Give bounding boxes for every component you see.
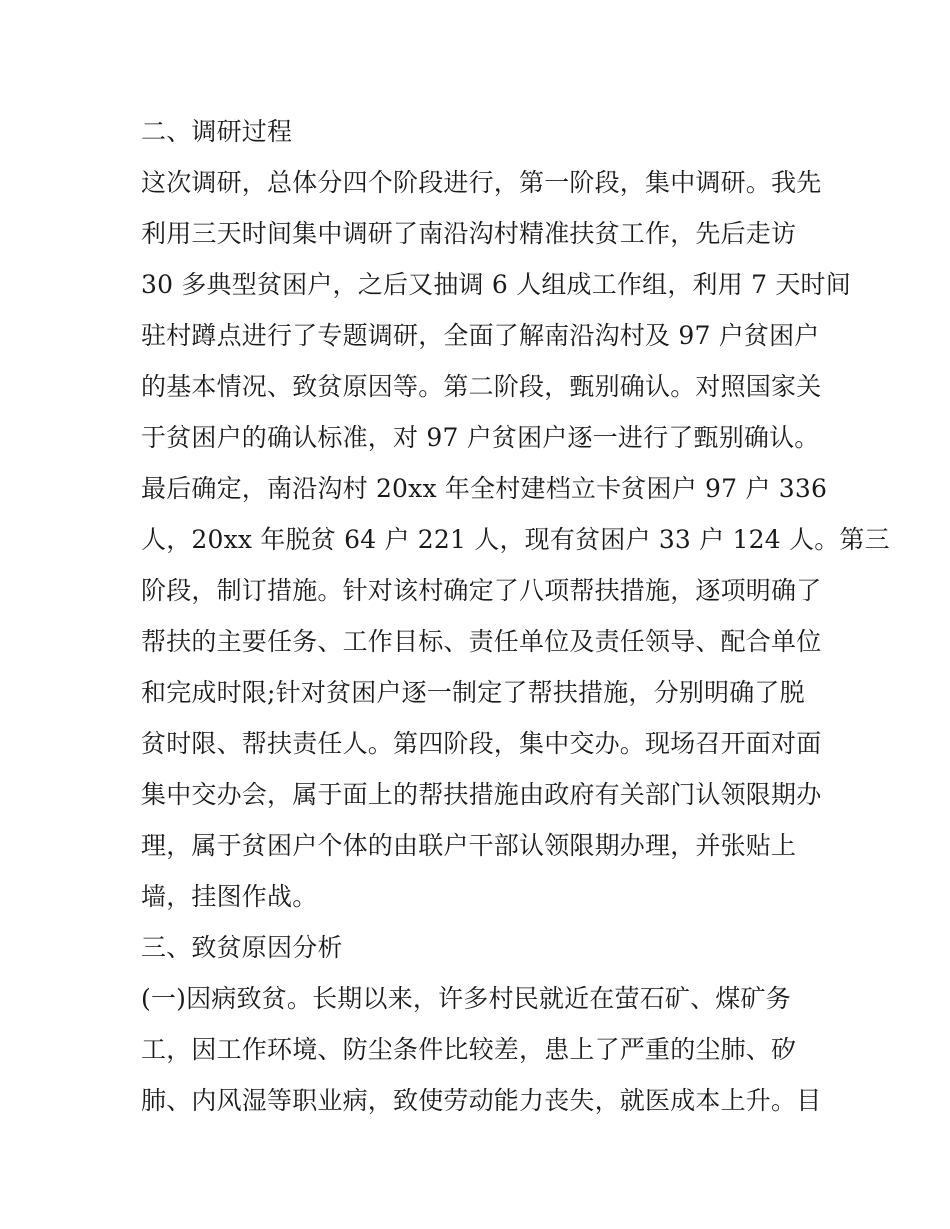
paragraph-line: 理，属于贫困户个体的由联户干部认领限期办理，并张贴上 bbox=[141, 831, 797, 860]
paragraph-line: 和完成时限;针对贫困户逐一制定了帮扶措施，分别明确了脱 bbox=[141, 678, 805, 707]
paragraph-line: 人，20xx 年脱贫 64 户 221 人，现有贫困户 33 户 124 人。第三 bbox=[141, 525, 890, 554]
paragraph-line: 阶段，制订措施。针对该村确定了八项帮扶措施，逐项明确了 bbox=[141, 576, 822, 605]
document-body bbox=[141, 106, 890, 1126]
paragraph-line: 最后确定，南沿沟村 20xx 年全村建档立卡贫困户 97 户 336 bbox=[141, 474, 828, 503]
paragraph-line: 工，因工作环境、防尘条件比较差，患上了严重的尘肺、矽 bbox=[141, 1035, 797, 1064]
paragraph-line: 帮扶的主要任务、工作目标、责任单位及责任领导、配合单位 bbox=[141, 627, 822, 656]
paragraph-line: 30 多典型贫困户，之后又抽调 6 人组成工作组，利用 7 天时间 bbox=[141, 270, 851, 299]
paragraph-line: 利用三天时间集中调研了南沿沟村精准扶贫工作，先后走访 bbox=[141, 219, 797, 248]
paragraph-line: 集中交办会，属于面上的帮扶措施由政府有关部门认领限期办 bbox=[141, 780, 822, 809]
paragraph-line: 驻村蹲点进行了专题调研，全面了解南沿沟村及 97 户贫困户 bbox=[141, 321, 820, 350]
paragraph-line: 墙，挂图作战。 bbox=[141, 882, 318, 911]
paragraph-line: 的基本情况、致贫原因等。第二阶段，甄别确认。对照国家关 bbox=[141, 372, 822, 401]
paragraph-line: 贫时限、帮扶责任人。第四阶段，集中交办。现场召开面对面 bbox=[141, 729, 822, 758]
paragraph-line: 这次调研，总体分四个阶段进行，第一阶段，集中调研。我先 bbox=[141, 168, 822, 197]
section-heading-poverty-causes: 三、致贫原因分析 bbox=[141, 933, 343, 962]
paragraph-line: (一)因病致贫。长期以来，许多村民就近在萤石矿、煤矿务 bbox=[141, 984, 791, 1013]
section-heading-research-process: 二、调研过程 bbox=[141, 117, 293, 146]
paragraph-line: 肺、内风湿等职业病，致使劳动能力丧失，就医成本上升。目 bbox=[141, 1086, 822, 1115]
paragraph-line: 于贫困户的确认标准，对 97 户贫困户逐一进行了甄别确认。 bbox=[141, 423, 820, 452]
